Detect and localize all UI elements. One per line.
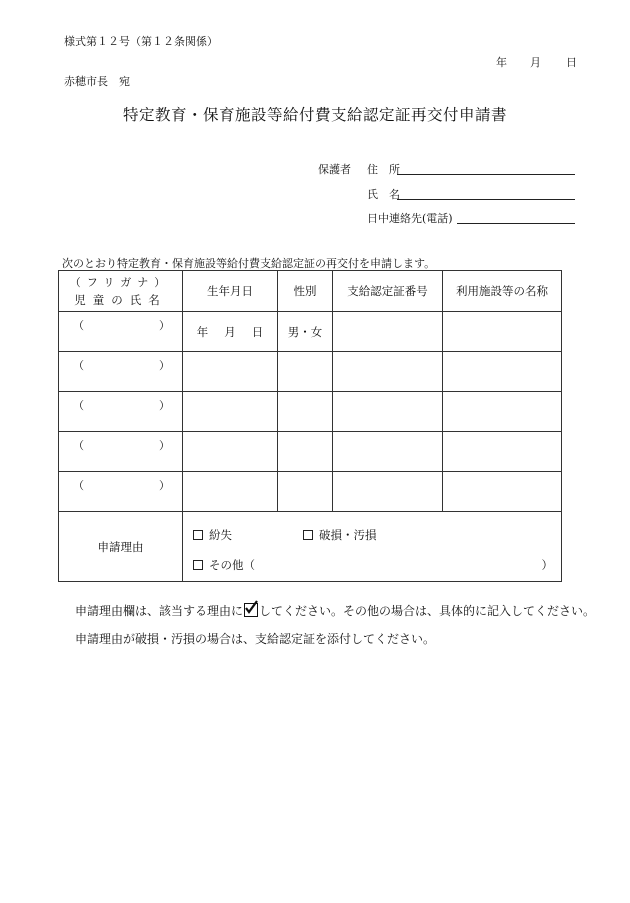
- table-row: [59, 312, 562, 352]
- date-year-label: 年: [496, 56, 507, 69]
- furigana-label: （フリガナ）: [69, 276, 172, 289]
- gender-header: 性別: [278, 271, 333, 312]
- day-label: 日: [251, 324, 264, 339]
- paren-open: （: [73, 359, 84, 372]
- reason-row: [59, 512, 562, 582]
- table-row: [59, 432, 562, 472]
- address-label: 住 所: [367, 163, 400, 176]
- paren-close: ）: [159, 479, 170, 492]
- date-day-label: 日: [566, 56, 577, 69]
- cert-number-cell[interactable]: [333, 472, 443, 512]
- application-table: [58, 270, 562, 582]
- paren-close: ）: [159, 359, 170, 372]
- cert-number-header: 支給認定証番号: [333, 271, 443, 312]
- child-name-cell[interactable]: [59, 472, 183, 512]
- form-number-label: 様式第１２号（第１２条関係）: [64, 35, 218, 48]
- applicant-role-label: 保護者: [318, 163, 351, 176]
- gender-cell[interactable]: [278, 352, 333, 392]
- birthdate-header: 生年月日: [183, 271, 278, 312]
- paren-close: ）: [159, 319, 170, 332]
- birthdate-cell[interactable]: [183, 312, 278, 352]
- month-label: 月: [224, 324, 236, 339]
- reason-damaged-label: 破損・汚損: [319, 528, 377, 542]
- gender-cell[interactable]: [278, 432, 333, 472]
- reason-other-label: その他（: [209, 558, 255, 572]
- cert-number-cell[interactable]: [333, 432, 443, 472]
- child-name-cell[interactable]: [59, 352, 183, 392]
- birthdate-cell[interactable]: [183, 392, 278, 432]
- phone-label: 日中連絡先(電話): [367, 212, 453, 225]
- paren-open: （: [73, 399, 84, 412]
- paren-close: ）: [159, 439, 170, 452]
- paren-open: （: [73, 439, 84, 452]
- reason-label: 申請理由: [59, 512, 183, 582]
- checkbox-icon[interactable]: [193, 530, 203, 540]
- table-row: [59, 472, 562, 512]
- child-name-label: 児童の氏名: [74, 293, 167, 307]
- year-label: 年: [196, 324, 209, 339]
- gender-cell[interactable]: [278, 392, 333, 432]
- note-attach-instruction: 申請理由が破損・汚損の場合は、支給認定証を添付してください。: [75, 632, 436, 646]
- reason-lost-option[interactable]: [193, 527, 232, 543]
- addressee: 赤穂市長 宛: [64, 75, 130, 88]
- birthdate-cell[interactable]: [183, 472, 278, 512]
- paren-open: （: [73, 479, 84, 492]
- cert-number-cell[interactable]: [333, 352, 443, 392]
- intro-statement: 次のとおり特定教育・保育施設等給付費支給認定証の再交付を申請します。: [62, 257, 436, 270]
- table-header-row: [59, 271, 562, 312]
- note1-text-a: 申請理由欄は、該当する理由に: [75, 604, 244, 618]
- gender-cell[interactable]: 男・女: [278, 312, 333, 352]
- document-title: 特定教育・保育施設等給付費支給認定証再交付申請書: [122, 106, 507, 124]
- facility-cell[interactable]: [443, 472, 562, 512]
- birthdate-cell[interactable]: [183, 352, 278, 392]
- paren-open: （: [73, 319, 84, 332]
- phone-field-line[interactable]: [457, 210, 575, 224]
- cert-number-cell[interactable]: [333, 312, 443, 352]
- checkmark-box-icon: [244, 603, 258, 617]
- note1-text-b: してください。その他の場合は、具体的に記入してください。: [259, 604, 596, 618]
- table-row: [59, 392, 562, 432]
- gender-cell[interactable]: [278, 472, 333, 512]
- checkbox-icon[interactable]: [193, 560, 203, 570]
- reason-damaged-option[interactable]: [303, 527, 377, 543]
- facility-header: 利用施設等の名称: [443, 271, 562, 312]
- facility-cell[interactable]: [443, 352, 562, 392]
- paren-close: ）: [159, 399, 170, 412]
- reason-other-option[interactable]: [193, 557, 255, 573]
- cert-number-cell[interactable]: [333, 392, 443, 432]
- reason-options: [183, 512, 562, 582]
- name-label: 氏 名: [367, 188, 400, 201]
- name-field-line[interactable]: [397, 186, 575, 200]
- child-name-cell[interactable]: [59, 432, 183, 472]
- checkbox-icon[interactable]: [303, 530, 313, 540]
- table-row: [59, 352, 562, 392]
- facility-cell[interactable]: [443, 392, 562, 432]
- date-month-label: 月: [530, 56, 541, 69]
- child-name-cell[interactable]: [59, 392, 183, 432]
- reason-lost-label: 紛失: [209, 528, 232, 542]
- child-name-header: [59, 271, 183, 312]
- birthdate-cell[interactable]: [183, 432, 278, 472]
- facility-cell[interactable]: [443, 432, 562, 472]
- address-field-line[interactable]: [397, 161, 575, 175]
- reason-other-close: ）: [541, 558, 553, 572]
- child-name-cell[interactable]: [59, 312, 183, 352]
- note-check-instruction: [75, 602, 595, 619]
- facility-cell[interactable]: [443, 312, 562, 352]
